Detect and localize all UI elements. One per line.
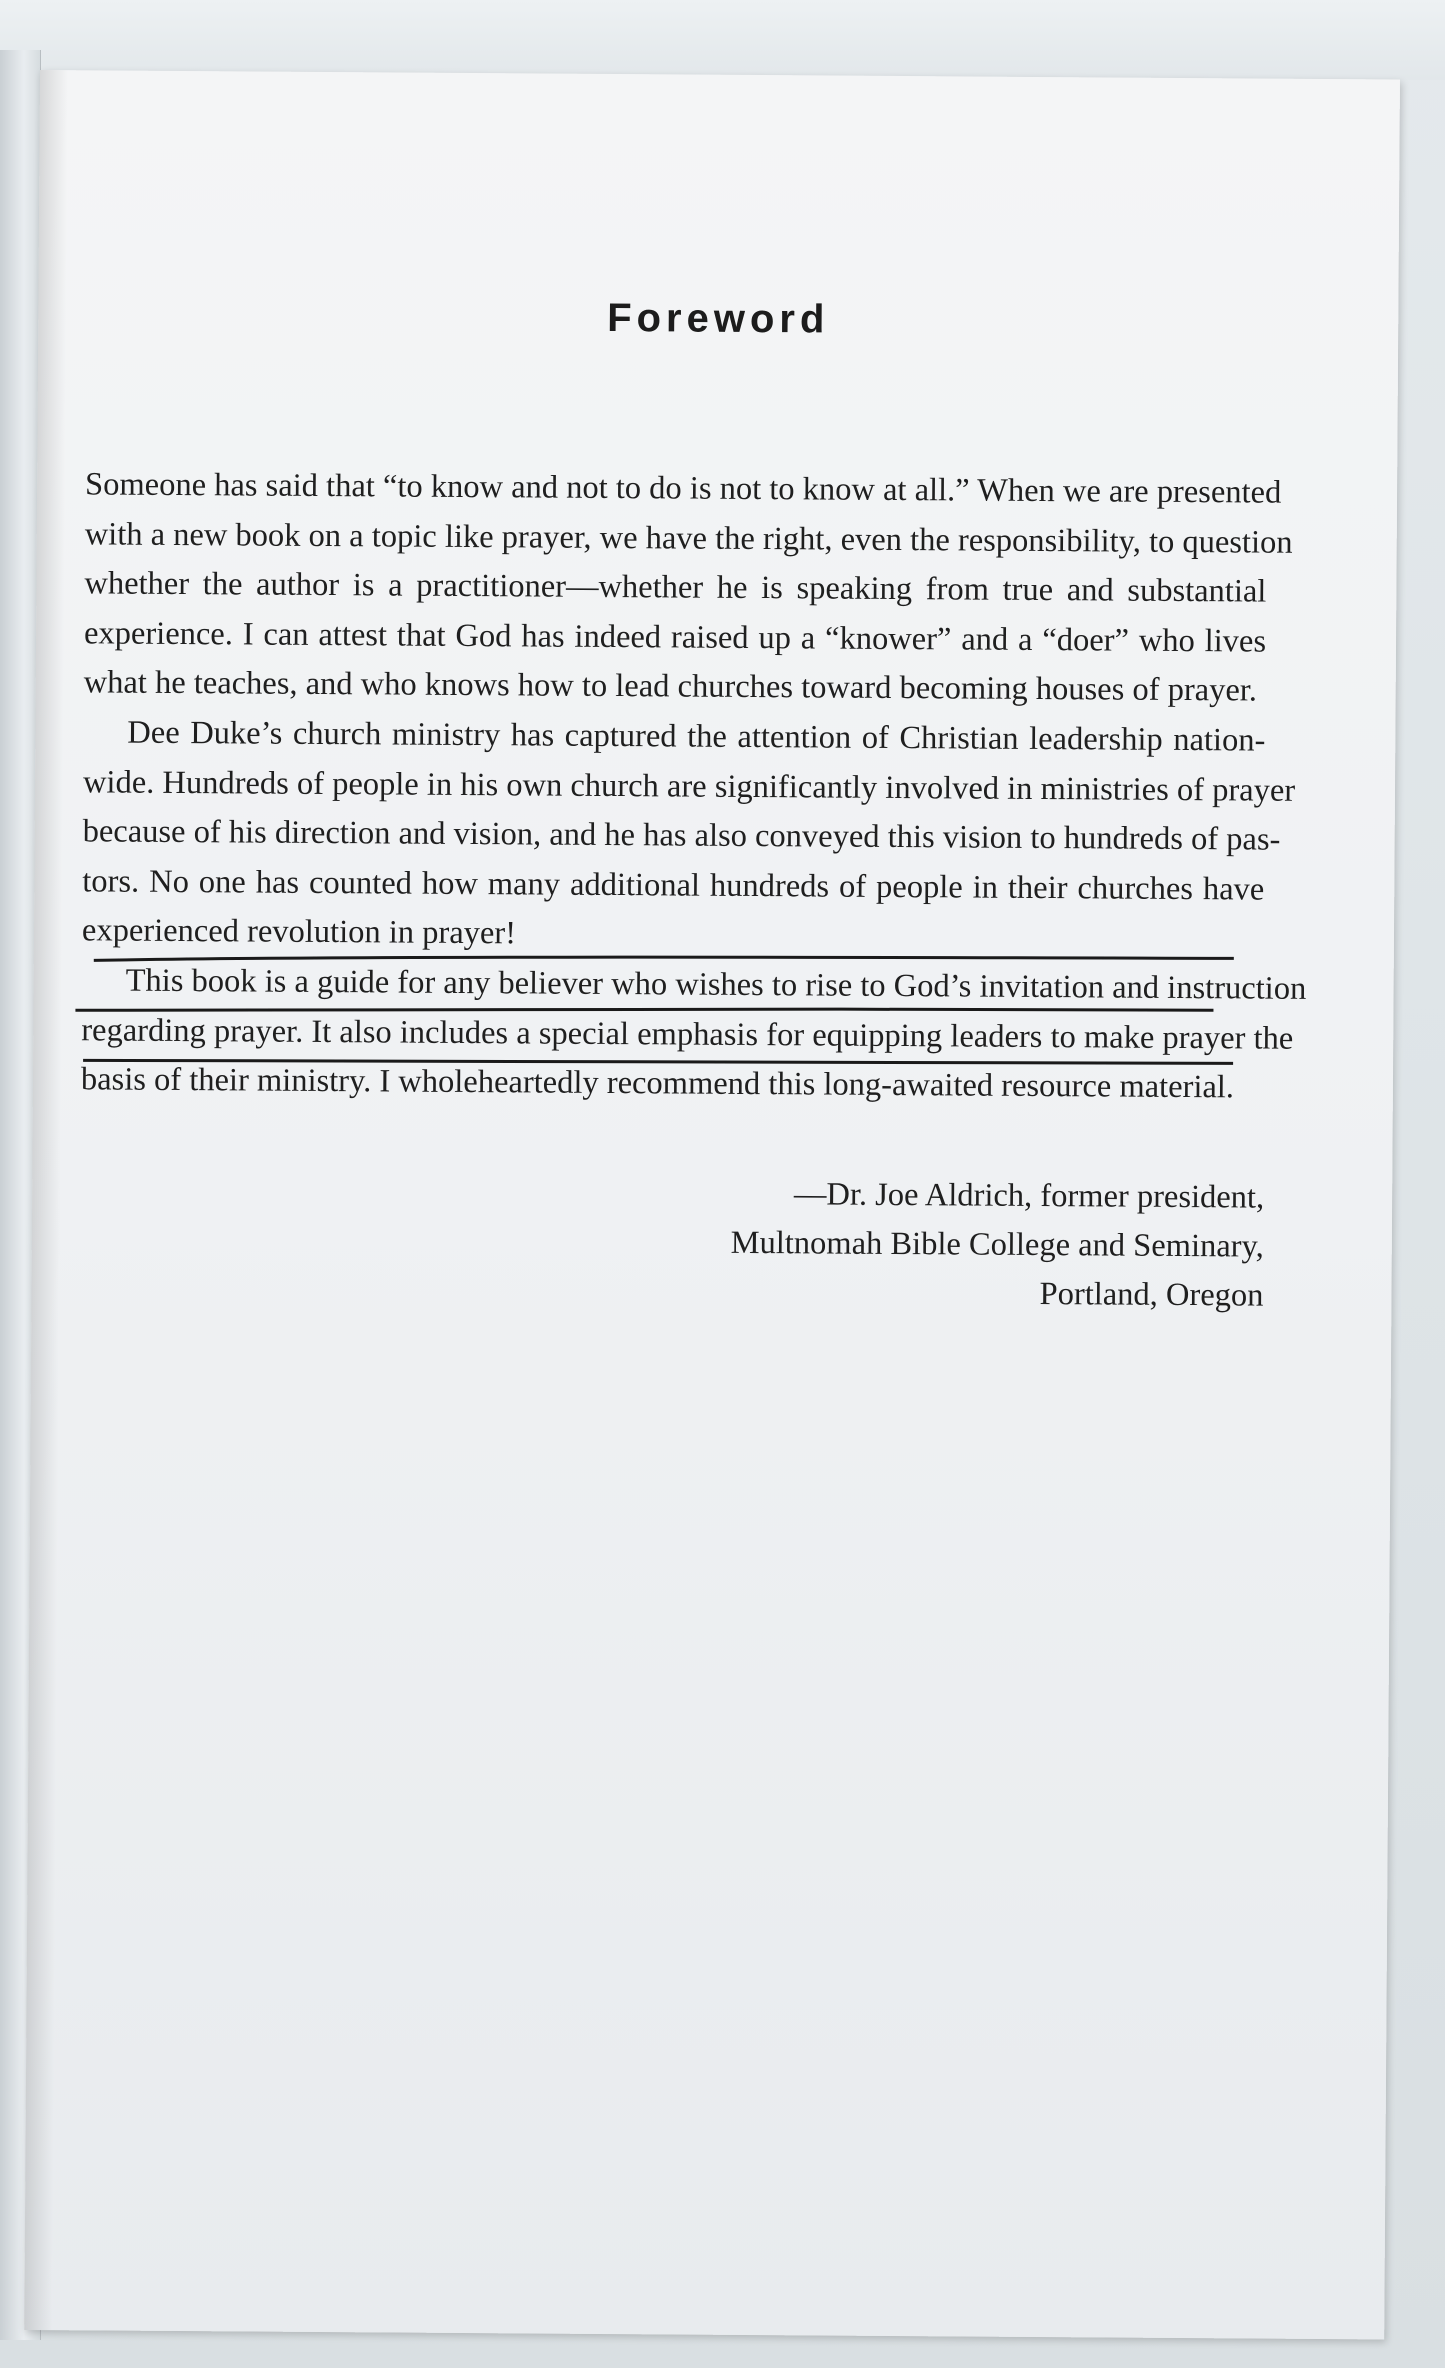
text-line: Dee Duke’s church ministry has captured the attention of Christian leadership nation-	[127, 714, 1266, 759]
underlined-text-line: regarding prayer. It also includes a special emphasis for equipping leaders to make prayer the	[81, 1011, 1294, 1057]
text-line: wide. Hundreds of people in his own church are significantly involved in ministries of prayer	[82, 763, 1296, 809]
attribution-block	[730, 1170, 1264, 1321]
underlined-text-line: This book is a guide for any believer who wishes to rise to God’s invitation and instruction	[125, 962, 1307, 1007]
paragraph-2	[81, 708, 1296, 964]
attribution-line: Portland, Oregon	[1039, 1276, 1264, 1314]
text-line: tors. No one has counted how many additional hundreds of people in their churches have	[82, 863, 1265, 908]
attribution-line: Multnomah Bible College and Seminary,	[730, 1224, 1264, 1265]
text-line: with a new book on a topic like prayer, we have the right, even the responsibility, to question	[84, 515, 1293, 561]
text-line: Someone has said that “to know and not to do is not to know at all.” When we are presented	[84, 466, 1282, 511]
book-page	[24, 70, 1400, 2339]
text-line: what he teaches, and who knows how to lead churches toward becoming houses of prayer.	[83, 664, 1258, 709]
text-line: experienced revolution in prayer!	[81, 912, 517, 952]
page-title: Foreword	[607, 295, 830, 342]
underlined-text-line: basis of their ministry. I wholeheartedly recommend this long-awaited resource material.	[80, 1061, 1235, 1106]
backdrop	[0, 0, 1445, 80]
text-line: whether the author is a practitioner—whether he is speaking from true and substantial	[84, 565, 1267, 610]
paragraph-3-underlined	[80, 956, 1307, 1113]
attribution-line: —Dr. Joe Aldrich, former president,	[793, 1176, 1265, 1216]
text-line: because of his direction and vision, and he has also conveyed this vision to hundreds of pas-	[82, 813, 1281, 858]
paragraph-1	[83, 460, 1293, 716]
foreword-body	[80, 460, 1307, 1113]
text-line: experience. I can attest that God has indeed raised up a “knower” and a “doer” who lives	[83, 615, 1267, 660]
